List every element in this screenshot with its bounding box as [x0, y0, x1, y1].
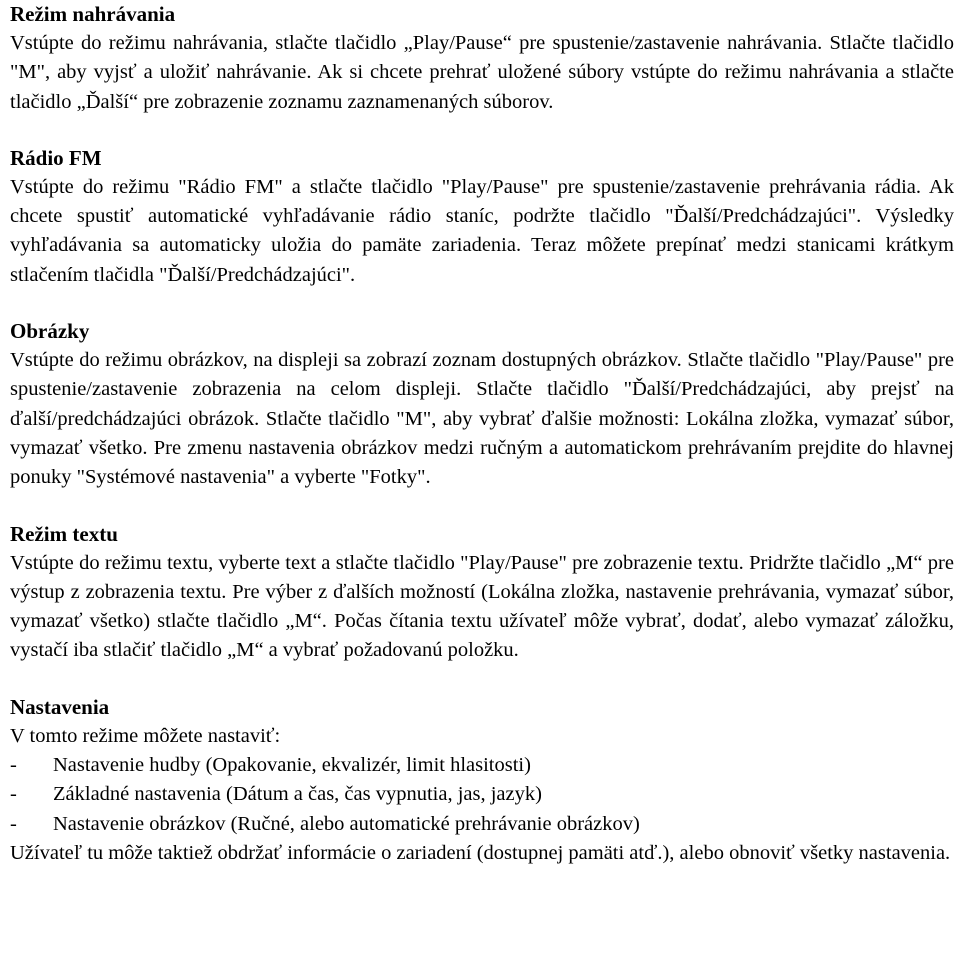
section-heading: Obrázky — [10, 319, 90, 344]
section-heading: Režim nahrávania — [10, 2, 176, 26]
section-spacer — [10, 290, 954, 317]
section-settings — [10, 693, 954, 868]
section-recording-mode — [10, 0, 954, 117]
section-spacer — [10, 117, 954, 144]
section-body: Vstúpte do režimu obrázkov, na displeji sa zobrazí zoznam dostupných obrázkov. Stlačte tlačidlo "Play/Pause" pre spustenie/zastavenie zobrazenia na celom displeji. Stlačte tlačidlo "Ďalší/Predchádzajúci, aby prejsť na ďalší/predchádzajúci obrázok. Stlačte tlačidlo "M", aby vybrať ďalšie možnosti: Lokálna zložka, vymazať súbor, vymazať všetko. Pre zmenu nastavenia obrázkov medzi ručným a automatickom prehrávaním prejdite do hlavnej ponuky "Systémové nastavenia" a vyberte "Fotky". — [10, 349, 954, 489]
section-intro: V tomto režime môžete nastaviť: — [10, 724, 281, 747]
list-item — [10, 810, 954, 839]
section-spacer — [10, 493, 954, 520]
section-heading: Nastavenia — [10, 694, 110, 719]
section-heading: Režim textu — [10, 521, 118, 546]
list-item — [10, 751, 954, 780]
section-radio-fm — [10, 144, 954, 290]
list-marker: - — [10, 812, 17, 835]
list-item — [10, 780, 954, 809]
list-item-text: Nastavenie hudby (Opakovanie, ekvalizér, limit hlasitosti) — [53, 754, 531, 777]
section-spacer — [10, 666, 954, 693]
section-body: Vstúpte do režimu nahrávania, stlačte tlačidlo „Play/Pause“ pre spustenie/zastavenie nahrávania. Stlačte tlačidlo "M", aby vyjsť a uložiť nahrávanie. Ak si chcete prehrať uložené súbory vstúpte do režimu nahrávania a stlačte tlačidlo „Ďalší“ pre zobrazenie zoznamu zaznamenaných súborov. — [10, 32, 954, 113]
section-body: Vstúpte do režimu "Rádio FM" a stlačte tlačidlo "Play/Pause" pre spustenie/zastavenie prehrávania rádia. Ak chcete spustiť automatické vyhľadávanie rádio staníc, podržte tlačidlo "Ďalší/Predchádzajúci". Výsledky vyhľadávania sa automaticky uložia do pamäte zariadenia. Teraz môžete prepínať medzi stanicami krátkym stlačením tlačidla "Ďalší/Predchádzajúci". — [10, 175, 954, 286]
section-text-mode — [10, 520, 954, 666]
list-item-text: Základné nastavenia (Dátum a čas, čas vypnutia, jas, jazyk) — [53, 783, 542, 806]
section-outro: Užívateľ tu môže taktiež obdržať informácie o zariadení (dostupnej pamäti atď.), alebo obnoviť všetky nastavenia. — [10, 841, 951, 864]
settings-list — [10, 751, 954, 839]
list-item-text: Nastavenie obrázkov (Ručné, alebo automatické prehrávanie obrázkov) — [53, 812, 640, 835]
list-marker: - — [10, 754, 17, 777]
section-body: Vstúpte do režimu textu, vyberte text a stlačte tlačidlo "Play/Pause" pre zobrazenie textu. Pridržte tlačidlo „M“ pre výstup z zobrazenia textu. Pre výber z ďalších možností (Lokálna zložka, nastavenie prehrávania, vymazať súbor, vymazať všetko) stlačte tlačidlo „M“. Počas čítania textu užívateľ môže vybrať, dodať, alebo vymazať záložku, vystačí iba stlačiť tlačidlo „M“ a vybrať požadovanú položku. — [10, 551, 954, 662]
section-heading: Rádio FM — [10, 145, 102, 170]
section-pictures — [10, 317, 954, 492]
list-marker: - — [10, 783, 17, 806]
document-page — [10, 0, 954, 868]
